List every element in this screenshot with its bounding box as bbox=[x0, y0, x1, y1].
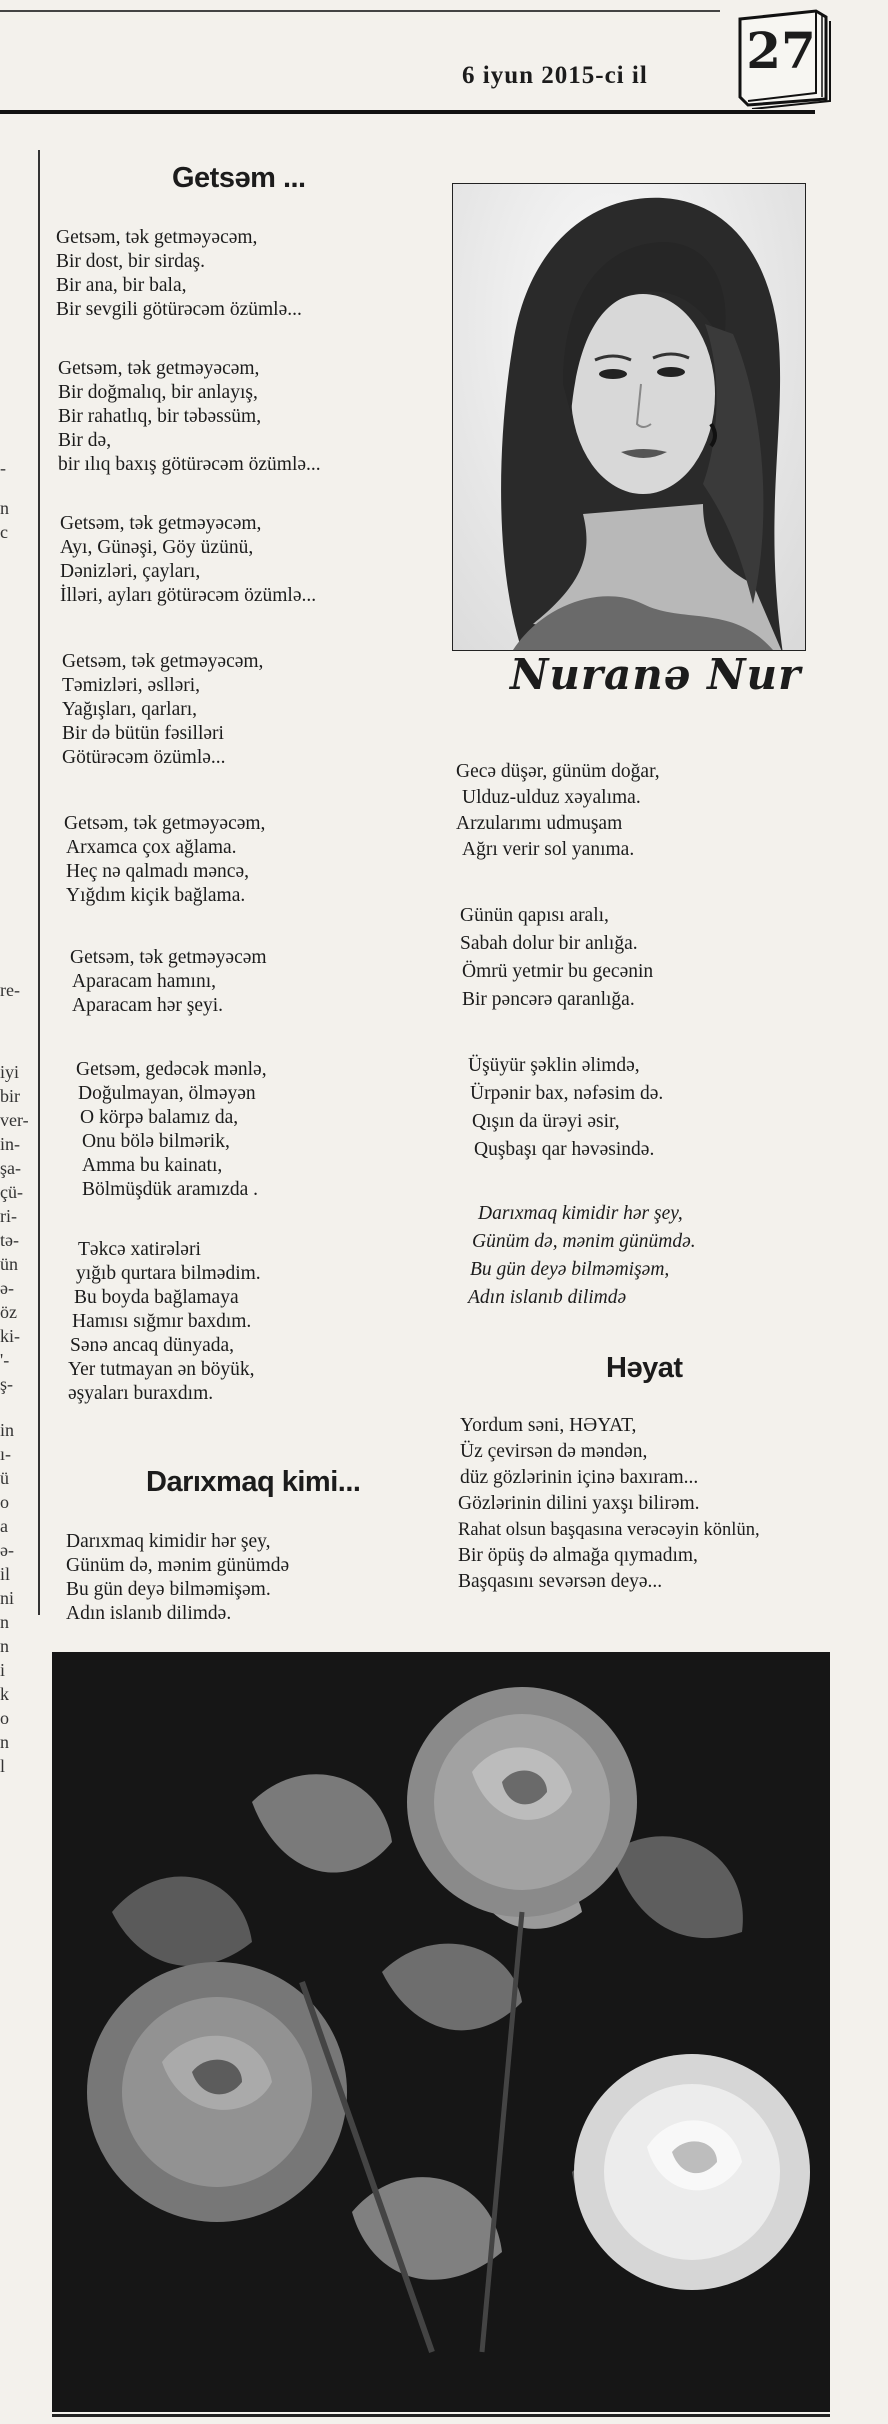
poem-line: Üşüyür şəklin əlimdə, bbox=[468, 1055, 640, 1076]
fragment: ün bbox=[0, 1254, 18, 1274]
poem-line: Dənizləri, çayları, bbox=[60, 561, 201, 582]
poem-line: Günün qapısı aralı, bbox=[460, 905, 609, 926]
poem-line: Ürpənir bax, nəfəsim də. bbox=[470, 1083, 664, 1104]
poem-line: Getsəm, tək getməyəcəm, bbox=[56, 227, 258, 248]
poem-line: Heç nə qalmadı məncə, bbox=[66, 861, 249, 882]
poem-line: Darıxmaq kimidir hər şey, bbox=[478, 1203, 683, 1224]
fragment: in bbox=[0, 1420, 15, 1440]
poem-line: Aparacam hamını, bbox=[72, 971, 217, 992]
poem-line: Ulduz-ulduz xəyalıma. bbox=[462, 787, 641, 808]
fragment: c bbox=[0, 522, 8, 542]
poem-line: Getsəm, tək getməyəcəm, bbox=[60, 513, 262, 534]
fragment: ü bbox=[0, 1468, 9, 1488]
poem-line: Bu gün deyə bilməmişəm. bbox=[66, 1579, 271, 1600]
poem-line: Günüm də, mənim günümdə. bbox=[472, 1231, 696, 1252]
fragment: - bbox=[0, 458, 6, 478]
header-rule bbox=[0, 110, 815, 114]
fragment: l bbox=[0, 1756, 6, 1776]
fragment: k bbox=[0, 1684, 9, 1704]
poem-line: Gecə düşər, günüm doğar, bbox=[456, 761, 660, 782]
poem-line: Getsəm, tək getməyəcəm, bbox=[58, 358, 260, 379]
fragment: il bbox=[0, 1564, 11, 1584]
poem-line: Hamısı sığmır baxdım. bbox=[72, 1311, 252, 1332]
poem-line: Quşbaşı qar həvəsində. bbox=[474, 1139, 655, 1160]
fragment: n bbox=[0, 1612, 9, 1632]
fragment: re- bbox=[0, 980, 20, 1000]
fragment: ki- bbox=[0, 1326, 20, 1346]
poem-line: Adın islanıb dilimdə bbox=[468, 1287, 627, 1308]
poem-line: Adın islanıb dilimdə. bbox=[66, 1603, 232, 1624]
poem-line: Yer tutmayan ən böyük, bbox=[68, 1359, 255, 1380]
roses-photo bbox=[52, 1652, 830, 2412]
poem-line: Gözlərinin dilini yaxşı bilirəm. bbox=[458, 1493, 700, 1514]
fragment: o bbox=[0, 1492, 9, 1512]
poem-line: Bir də bütün fəsilləri bbox=[62, 723, 224, 744]
poem-line: Doğulmayan, ölməyən bbox=[78, 1083, 256, 1104]
poem-line: Təkcə xatirələri bbox=[78, 1239, 201, 1260]
poem-line: Amma bu kainatı, bbox=[82, 1155, 223, 1176]
poem-line: Üz çevirsən də məndən, bbox=[460, 1441, 648, 1462]
poem-line: Qışın da ürəyi əsir, bbox=[472, 1111, 620, 1132]
fragment: tə- bbox=[0, 1230, 19, 1250]
poem-line: Bu gün deyə bilməmişəm, bbox=[470, 1259, 670, 1280]
fragment: i bbox=[0, 1660, 6, 1680]
fragment: o bbox=[0, 1708, 9, 1728]
bottom-rule bbox=[52, 2414, 830, 2417]
poem-line: Rahat olsun başqasına verəcəyin könlün, bbox=[458, 1520, 760, 1540]
poem-line: Arxamca çox ağlama. bbox=[66, 837, 237, 858]
poem-line: əşyaları buraxdım. bbox=[68, 1383, 214, 1404]
fragment: ver- bbox=[0, 1110, 29, 1130]
poem-line: Getsəm, tək getməyəcəm bbox=[70, 947, 267, 968]
fragment: n bbox=[0, 1636, 9, 1656]
poem-line: Getsəm, tək getməyəcəm, bbox=[64, 813, 266, 834]
author-portrait bbox=[452, 183, 806, 651]
header-top-rule bbox=[0, 10, 720, 12]
poem-line: Bölmüşdük aramızda . bbox=[82, 1179, 259, 1200]
fragment: ı- bbox=[0, 1444, 11, 1464]
fragment: n bbox=[0, 1732, 9, 1752]
poem-line: Götürəcəm özümlə... bbox=[62, 747, 226, 768]
poem-line: Arzularımı udmuşam bbox=[456, 813, 623, 834]
poem-line: bir ılıq baxış götürəcəm özümlə... bbox=[58, 454, 321, 475]
poem-line: Darıxmaq kimidir hər şey, bbox=[66, 1531, 271, 1552]
fragment: ə- bbox=[0, 1278, 14, 1298]
poem-line: Bir dost, bir sirdaş. bbox=[56, 251, 205, 272]
page-number-badge bbox=[730, 5, 838, 109]
poem-line: Bir doğmalıq, bir anlayış, bbox=[58, 382, 258, 403]
fragment: şa- bbox=[0, 1158, 21, 1178]
fragment: in- bbox=[0, 1134, 20, 1154]
fragment: n bbox=[0, 498, 9, 518]
fragment: çü- bbox=[0, 1182, 23, 1202]
author-signature: Nuranə Nur bbox=[510, 650, 802, 699]
fragment: '- bbox=[0, 1350, 10, 1370]
fragment: a bbox=[0, 1516, 8, 1536]
column-divider bbox=[38, 150, 40, 1615]
poem-line: Təmizləri, əslləri, bbox=[62, 675, 201, 696]
page-number: 27 bbox=[746, 21, 816, 80]
adjacent-column-fragments bbox=[0, 150, 30, 1776]
poem-line: Getsəm, tək getməyəcəm, bbox=[62, 651, 264, 672]
poem-line: Sənə ancaq dünyada, bbox=[70, 1335, 235, 1356]
poem-line: Yağışları, qarları, bbox=[62, 699, 198, 720]
poem-line: Yığdım kiçik bağlama. bbox=[66, 885, 246, 906]
poem-line: düz gözlərinin içinə baxıram... bbox=[460, 1467, 699, 1488]
fragment: öz bbox=[0, 1302, 17, 1322]
poem-line: Ömrü yetmir bu gecənin bbox=[462, 961, 654, 982]
poem-line: Getsəm, gedəcək mənlə, bbox=[76, 1059, 267, 1080]
poem-line: O körpə balamız da, bbox=[80, 1107, 239, 1128]
issue-date: 6 iyun 2015-ci il bbox=[462, 62, 648, 89]
poem-line: Ayı, Günəşi, Göy üzünü, bbox=[60, 537, 254, 558]
poem-line: yığıb qurtara bilmədim. bbox=[76, 1263, 261, 1284]
poem-title-darixmaq: Darıxmaq kimi... bbox=[146, 1466, 361, 1498]
poem-title-heyat: Həyat bbox=[606, 1352, 683, 1384]
poem-line: Yordum səni, HƏYAT, bbox=[460, 1415, 637, 1436]
poem-line: Günüm də, mənim günümdə bbox=[66, 1555, 290, 1576]
poem-line: Bir sevgili götürəcəm özümlə... bbox=[56, 299, 302, 320]
poem-line: Onu bölə bilmərik, bbox=[82, 1131, 230, 1152]
poem-line: Bir öpüş də almağa qıymadım, bbox=[458, 1545, 698, 1566]
poem-line: Ağrı verir sol yanıma. bbox=[462, 839, 635, 860]
fragment: bir bbox=[0, 1086, 20, 1106]
poem-line: Bir rahatlıq, bir təbəssüm, bbox=[58, 406, 262, 427]
poem-line: Başqasını sevərsən deyə... bbox=[458, 1571, 663, 1592]
fragment: ni bbox=[0, 1588, 15, 1608]
poem-line: İlləri, ayları götürəcəm özümlə... bbox=[60, 585, 317, 606]
poem-title-getsem: Getsəm ... bbox=[172, 162, 306, 194]
poem-line: Bir ana, bir bala, bbox=[56, 275, 187, 296]
poem-line: Bir də, bbox=[58, 430, 112, 451]
poem-line: Bu boyda bağlamaya bbox=[74, 1287, 239, 1308]
fragment: ə- bbox=[0, 1540, 14, 1560]
poem-line: Bir pəncərə qaranlığa. bbox=[462, 989, 635, 1010]
poem-line: Sabah dolur bir anlığa. bbox=[460, 933, 638, 954]
poem-line: Aparacam hər şeyi. bbox=[72, 995, 224, 1016]
fragment: ş- bbox=[0, 1374, 13, 1394]
fragment: ri- bbox=[0, 1206, 17, 1226]
fragment: iyi bbox=[0, 1062, 20, 1082]
